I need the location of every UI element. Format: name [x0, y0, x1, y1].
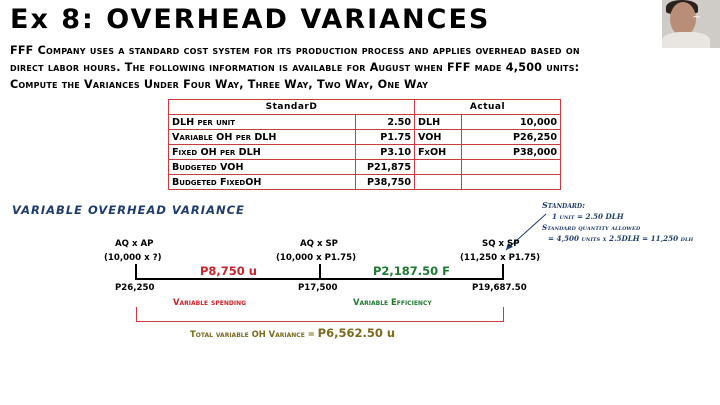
- col1-head: AQ x AP: [115, 239, 154, 249]
- row-label: Budgeted FixedOH: [169, 175, 356, 190]
- row-actual-value: P26,250: [462, 130, 561, 145]
- standard-note-line: = 4,500 units x 2.5DLH = 11,250 dlh: [548, 234, 694, 243]
- actual-header: Actual: [415, 100, 561, 115]
- row-actual-label: DLH: [415, 115, 462, 130]
- tick-left: [135, 264, 137, 280]
- row-label: Variable OH per DLH: [169, 130, 356, 145]
- standard-header: StandarD: [169, 100, 415, 115]
- standard-note-line: Standard quantity allowed: [542, 223, 641, 232]
- tick-middle: [319, 264, 321, 280]
- row-value: P21,875: [356, 160, 415, 175]
- presenter-avatar: ~: [662, 0, 720, 48]
- intro-line: direct labor hours. The following information is available for August when FFF made 4,500 units:: [10, 61, 580, 74]
- col2-amount: P17,500: [298, 283, 338, 293]
- row-value: P3.10: [356, 145, 415, 160]
- total-value: P6,562.50 u: [317, 326, 396, 340]
- intro-line: FFF Company uses a standard cost system for its production process and applies overhead based on: [10, 44, 580, 57]
- standard-note-head: Standard:: [542, 200, 586, 210]
- col1-formula: (10,000 x ?): [104, 253, 162, 263]
- row-actual-value: 10,000: [462, 115, 561, 130]
- col1-amount: P26,250: [115, 283, 155, 293]
- col3-formula: (11,250 x P1.75): [460, 253, 541, 263]
- row-actual-value: P38,000: [462, 145, 561, 160]
- tick-right: [502, 264, 504, 280]
- total-bracket-right: [503, 307, 504, 322]
- row-label: Budgeted VOH: [169, 160, 356, 175]
- col2-formula: (10,000 x P1.75): [276, 253, 357, 263]
- efficiency-variance: P2,187.50 F: [373, 264, 451, 278]
- row-value: 2.50: [356, 115, 415, 130]
- section-title: VARIABLE OVERHEAD VARIANCE: [12, 203, 245, 217]
- spending-variance: P8,750 u: [200, 264, 257, 278]
- col2-head: AQ x SP: [300, 239, 338, 249]
- total-variance: [190, 324, 395, 342]
- row-label: Fixed OH per DLH: [169, 145, 356, 160]
- col3-amount: P19,687.50: [472, 283, 527, 293]
- row-value: P1.75: [356, 130, 415, 145]
- spending-label: Variable spending: [173, 297, 247, 307]
- row-value: P38,750: [356, 175, 415, 190]
- row-label: DLH per unit: [169, 115, 356, 130]
- standard-note-line: 1 unit = 2.50 DLH: [552, 212, 624, 221]
- col3-head: SQ x SP: [482, 239, 520, 249]
- intro-line: Compute the Variances Under Four Way, Three Way, Two Way, One Way: [10, 78, 429, 91]
- total-bracket-left: [136, 307, 137, 322]
- row-actual-label: FxOH: [415, 145, 462, 160]
- efficiency-label: Variable Efficiency: [353, 297, 432, 307]
- row-actual-label: VOH: [415, 130, 462, 145]
- page-title: Ex 8: OVERHEAD VARIANCES: [10, 4, 491, 35]
- total-label: Total variable OH Variance =: [190, 329, 318, 339]
- total-bracket-bottom: [136, 321, 504, 322]
